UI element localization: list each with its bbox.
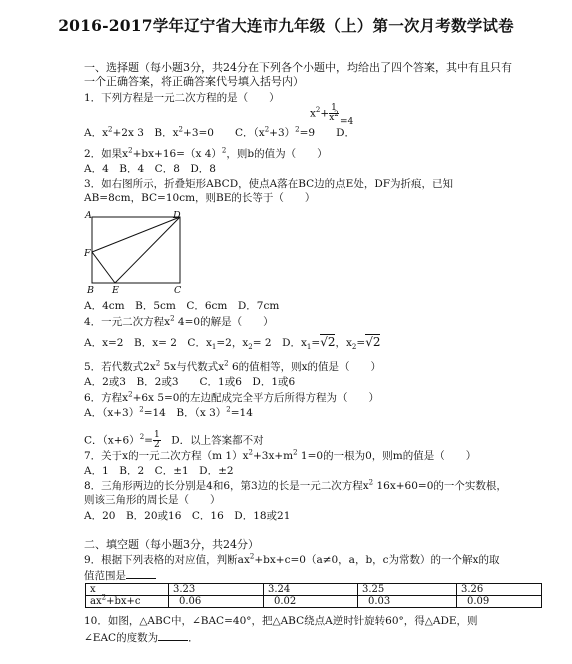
q3-options: A．4cm B．5cm C．6cm D．7cm bbox=[84, 300, 280, 312]
label-e: E bbox=[112, 285, 119, 295]
q9-value-table bbox=[85, 583, 542, 608]
q4-options: A．x=2 B．x= 2 C．$x_1=2$，$x_2= 2$ D．$x_1=√2$，$x_2=√2$ bbox=[84, 335, 381, 352]
q1-d-frac-den: $x^2$ bbox=[329, 110, 339, 123]
table-row bbox=[86, 584, 542, 596]
label-a: A bbox=[85, 210, 92, 221]
table-cell: 3.24 bbox=[264, 584, 358, 596]
segment-fe bbox=[92, 252, 115, 283]
rectangle-abcd bbox=[92, 217, 180, 283]
q9-stem-line2: 值范围是 bbox=[84, 568, 156, 583]
q4-stem: 4．一元二次方程$x^2$ 4=0的解是（ ） bbox=[84, 314, 274, 328]
q3-stem-line2: AB=8cm，BC=10cm，则BE的长等于（ ） bbox=[84, 192, 316, 204]
q1-d-frac-num: 1 bbox=[331, 103, 337, 113]
label-d: D bbox=[173, 210, 181, 221]
q10-stem-line1: 10．如图，△ABC中，∠BAC=40°，把△ABC绕点A逆时针旋转60°，得△ADE，则 bbox=[84, 615, 478, 627]
q2-stem: 2．如果$x^2+bx+16=(x$ 4）$^2$，则b的值为（ ） bbox=[84, 146, 328, 160]
q6-options-ab: A．$(x+3)^2=14$ B．（x 3）$^2$=14 bbox=[84, 405, 253, 419]
q6-stem: 6．方程$x^2+6x$ 5=0的左边配成完全平方后所得方程为（ ） bbox=[84, 390, 379, 404]
q6-c-fraction: $\frac{1}{2}$ bbox=[153, 430, 160, 450]
table-cell: $ax^2+bx+c$ bbox=[86, 596, 169, 608]
q10-stem-line2: ∠EAC的度数为 ． bbox=[84, 632, 199, 644]
q1-option-d-expression: $x^2+$ $\frac{1}{x^2}$ bbox=[310, 103, 339, 123]
table-cell: 3.23 bbox=[169, 584, 264, 596]
q3-stem-line1: 3．如右图所示，折叠矩形ABCD，使点A落在BC边的点E处，DF为折痕，已知 bbox=[84, 178, 454, 190]
label-f: F bbox=[84, 248, 91, 259]
section1-heading-line1: 一、选择题（每小题3分，共24分在下列各个小题中，均给出了四个答案，其中有且只有 bbox=[84, 61, 512, 74]
q2-options: A．4 B．4 C．8 D．8 bbox=[84, 163, 216, 175]
q3-rectangle-figure bbox=[84, 210, 194, 295]
q6-options-cd: C．$(x+6)^2=$ $\frac{1}{2}$ D．以上答案都不对 bbox=[84, 430, 264, 450]
table-cell: x bbox=[86, 584, 169, 596]
q1-d-tail: =4 bbox=[340, 117, 354, 127]
table-cell: 0.06 bbox=[169, 596, 264, 608]
fold-line-fd bbox=[92, 217, 180, 252]
label-c: C bbox=[174, 285, 182, 295]
q5-stem: 5．若代数式$2x^2$ 5x与代数式$x^2$ 6的值相等，则x的值是（ ） bbox=[84, 359, 382, 373]
table-cell: 0.02 bbox=[264, 596, 358, 608]
page-title: 2016-2017学年辽宁省大连市九年级（上）第一次月考数学试卷 bbox=[58, 16, 514, 35]
q7-stem: 7．关于x的一元二次方程（m $1)x^2+3x+m^2$ 1=0的一根为0，则m的值是（ ） bbox=[84, 448, 477, 462]
q8-stem-line1: 8．三角形两边的长分别是4和6，第3边的长是一元二次方程$x^2$ 16x+60=0的一个实数根， bbox=[84, 478, 507, 492]
table-cell: 3.26 bbox=[457, 584, 542, 596]
table-cell: 0.09 bbox=[457, 596, 542, 608]
section2-heading: 二、填空题（每小题3分，共24分） bbox=[84, 538, 259, 551]
q1-d-exp: 2 bbox=[315, 106, 321, 114]
table-cell: 0.03 bbox=[358, 596, 457, 608]
q10-answer-blank[interactable] bbox=[158, 630, 188, 641]
q5-options: A．2或3 B．2或3 C．1或6 D．1或6 bbox=[84, 376, 296, 388]
section1-heading-line2: 一个正确答案，将正确答案代号填入括号内） bbox=[84, 75, 304, 88]
table-row bbox=[86, 596, 542, 608]
q9-stem-line1: 9．根据下列表格的对应值，判断$ax^2+bx+c=0(a\ne 0$，a，b，c为常数）的一个解x的取 bbox=[84, 552, 500, 566]
q1-d-x: x bbox=[310, 107, 316, 120]
q1-d-fraction bbox=[329, 104, 339, 123]
q8-options: A．20 B．20或16 C．16 D．18或21 bbox=[84, 510, 291, 522]
q7-options: A．1 B．2 C．±1 D．±2 bbox=[84, 465, 234, 477]
q1-stem: 1．下列方程是一元二次方程的是（ ） bbox=[84, 92, 280, 104]
q8-stem-line2: 则该三角形的周长是（ ） bbox=[84, 494, 221, 506]
q1-options: A．$x^2+2x$ 3 B．$x^2+3=0$ C．$(x^2+3)^2=9$ D． bbox=[84, 125, 356, 139]
segment-ed bbox=[115, 217, 180, 283]
q9-answer-blank[interactable] bbox=[126, 568, 156, 579]
table-cell: 3.25 bbox=[358, 584, 457, 596]
label-b: B bbox=[87, 285, 94, 295]
